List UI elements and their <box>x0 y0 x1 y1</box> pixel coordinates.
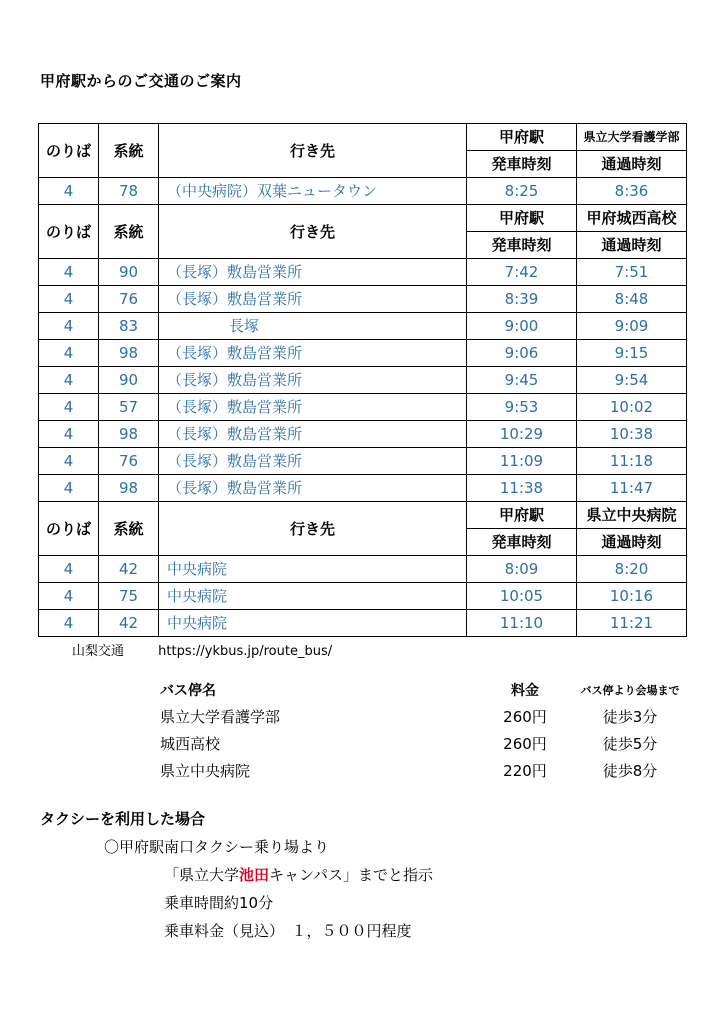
taxi-line-3: 乗車時間約10分 <box>164 894 274 912</box>
taxi-line-2-pre: 「県立大学 <box>164 866 240 884</box>
fare-stop: 城西高校 <box>160 735 221 753</box>
fare-row <box>160 703 690 730</box>
fare-amount: 260円 <box>503 735 547 753</box>
table-row <box>39 448 687 475</box>
table-row <box>39 394 687 421</box>
noriba-cell: 4 <box>39 583 99 610</box>
header-noriba: のりば <box>39 502 99 556</box>
taxi-highlight: 池田 <box>239 866 270 884</box>
header-departure-time: 発車時刻 <box>467 232 577 259</box>
pass-time-cell: 8:48 <box>577 286 687 313</box>
pass-time-cell: 8:36 <box>577 178 687 205</box>
source-url[interactable]: https://ykbus.jp/route_bus/ <box>158 644 333 659</box>
destination-cell: （長塚）敷島営業所 <box>159 367 467 394</box>
destination-cell: （長塚）敷島営業所 <box>159 448 467 475</box>
fare-amount: 220円 <box>503 762 547 780</box>
timetable-header-row <box>39 502 687 529</box>
noriba-cell: 4 <box>39 421 99 448</box>
header-keito: 系統 <box>99 124 159 178</box>
header-keito: 系統 <box>99 502 159 556</box>
table-row <box>39 286 687 313</box>
noriba-cell: 4 <box>39 313 99 340</box>
departure-time-cell: 7:42 <box>467 259 577 286</box>
fare-row <box>160 757 690 784</box>
header-destination: 行き先 <box>159 205 467 259</box>
destination-cell: （中央病院）双葉ニュータウン <box>159 178 467 205</box>
keito-cell: 42 <box>99 610 159 637</box>
noriba-cell: 4 <box>39 340 99 367</box>
departure-time-cell: 9:06 <box>467 340 577 367</box>
header-keito: 系統 <box>99 205 159 259</box>
fare-table <box>160 676 690 784</box>
pass-time-cell: 8:20 <box>577 556 687 583</box>
fare-row <box>160 730 690 757</box>
departure-time-cell: 9:00 <box>467 313 577 340</box>
page-title: 甲府駅からのご交通のご案内 <box>40 72 242 90</box>
pass-time-cell: 10:02 <box>577 394 687 421</box>
fare-walk: 徒歩5分 <box>602 735 658 753</box>
pass-time-cell: 11:21 <box>577 610 687 637</box>
table-row <box>39 583 687 610</box>
departure-time-cell: 10:29 <box>467 421 577 448</box>
fare-amount: 260円 <box>503 708 547 726</box>
header-departure-time: 発車時刻 <box>467 151 577 178</box>
departure-time-cell: 11:10 <box>467 610 577 637</box>
keito-cell: 98 <box>99 340 159 367</box>
pass-time-cell: 10:38 <box>577 421 687 448</box>
timetable-header-row <box>39 205 687 232</box>
header-departure-station: 甲府駅 <box>467 124 577 151</box>
fare-stop: 県立中央病院 <box>160 762 251 780</box>
taxi-line-2-post: キャンパス」までと指示 <box>269 866 433 884</box>
noriba-cell: 4 <box>39 475 99 502</box>
keito-cell: 98 <box>99 475 159 502</box>
fare-walk: 徒歩3分 <box>602 708 658 726</box>
departure-time-cell: 9:53 <box>467 394 577 421</box>
header-pass-time: 通過時刻 <box>577 151 687 178</box>
source-credit <box>72 640 332 659</box>
destination-cell: 中央病院 <box>159 556 467 583</box>
header-departure-time: 発車時刻 <box>467 529 577 556</box>
destination-cell: （長塚）敷島営業所 <box>159 259 467 286</box>
noriba-cell: 4 <box>39 367 99 394</box>
pass-time-cell: 9:15 <box>577 340 687 367</box>
departure-time-cell: 11:38 <box>467 475 577 502</box>
header-noriba: のりば <box>39 124 99 178</box>
keito-cell: 83 <box>99 313 159 340</box>
departure-time-cell: 11:09 <box>467 448 577 475</box>
table-row <box>39 259 687 286</box>
keito-cell: 90 <box>99 259 159 286</box>
noriba-cell: 4 <box>39 394 99 421</box>
table-row <box>39 475 687 502</box>
taxi-line-2 <box>164 864 433 885</box>
destination-cell: 長塚 <box>159 313 467 340</box>
fare-header-walk: バス停より会場まで <box>580 683 680 697</box>
taxi-line-4: 乗車料金（見込） １，５００円程度 <box>164 922 412 940</box>
table-row <box>39 556 687 583</box>
header-pass-stop: 県立中央病院 <box>577 502 687 529</box>
departure-time-cell: 8:09 <box>467 556 577 583</box>
keito-cell: 76 <box>99 448 159 475</box>
table-row <box>39 421 687 448</box>
fare-header-fare: 料金 <box>511 682 539 699</box>
header-departure-station: 甲府駅 <box>467 205 577 232</box>
header-departure-station: 甲府駅 <box>467 502 577 529</box>
noriba-cell: 4 <box>39 610 99 637</box>
header-pass-stop: 甲府城西高校 <box>577 205 687 232</box>
table-row <box>39 178 687 205</box>
destination-cell: （長塚）敷島営業所 <box>159 340 467 367</box>
fare-stop: 県立大学看護学部 <box>160 708 281 726</box>
noriba-cell: 4 <box>39 556 99 583</box>
noriba-cell: 4 <box>39 178 99 205</box>
table-row <box>39 367 687 394</box>
pass-time-cell: 11:47 <box>577 475 687 502</box>
noriba-cell: 4 <box>39 448 99 475</box>
destination-cell: （長塚）敷島営業所 <box>159 475 467 502</box>
destination-cell: 中央病院 <box>159 583 467 610</box>
fare-header-stop: バス停名 <box>160 682 216 699</box>
departure-time-cell: 10:05 <box>467 583 577 610</box>
header-pass-time: 通過時刻 <box>577 529 687 556</box>
fare-walk: 徒歩8分 <box>602 762 658 780</box>
header-pass-time: 通過時刻 <box>577 232 687 259</box>
destination-cell: （長塚）敷島営業所 <box>159 421 467 448</box>
keito-cell: 57 <box>99 394 159 421</box>
header-destination: 行き先 <box>159 124 467 178</box>
table-row <box>39 340 687 367</box>
header-destination: 行き先 <box>159 502 467 556</box>
taxi-line-1: 〇甲府駅南口タクシー乗り場より <box>104 838 330 856</box>
table-row <box>39 313 687 340</box>
header-pass-stop: 県立大学看護学部 <box>577 124 687 151</box>
departure-time-cell: 9:45 <box>467 367 577 394</box>
pass-time-cell: 9:54 <box>577 367 687 394</box>
departure-time-cell: 8:39 <box>467 286 577 313</box>
bus-timetable <box>38 123 687 637</box>
pass-time-cell: 7:51 <box>577 259 687 286</box>
destination-cell: （長塚）敷島営業所 <box>159 394 467 421</box>
noriba-cell: 4 <box>39 286 99 313</box>
pass-time-cell: 10:16 <box>577 583 687 610</box>
table-row <box>39 610 687 637</box>
bus-company: 山梨交通 <box>72 644 125 659</box>
destination-cell: （長塚）敷島営業所 <box>159 286 467 313</box>
pass-time-cell: 9:09 <box>577 313 687 340</box>
keito-cell: 90 <box>99 367 159 394</box>
keito-cell: 75 <box>99 583 159 610</box>
header-noriba: のりば <box>39 205 99 259</box>
keito-cell: 76 <box>99 286 159 313</box>
departure-time-cell: 8:25 <box>467 178 577 205</box>
pass-time-cell: 11:18 <box>577 448 687 475</box>
timetable-header-row <box>39 124 687 151</box>
noriba-cell: 4 <box>39 259 99 286</box>
keito-cell: 78 <box>99 178 159 205</box>
fare-header-row <box>160 676 690 703</box>
keito-cell: 42 <box>99 556 159 583</box>
keito-cell: 98 <box>99 421 159 448</box>
taxi-section-title: タクシーを利用した場合 <box>40 810 206 828</box>
destination-cell: 中央病院 <box>159 610 467 637</box>
